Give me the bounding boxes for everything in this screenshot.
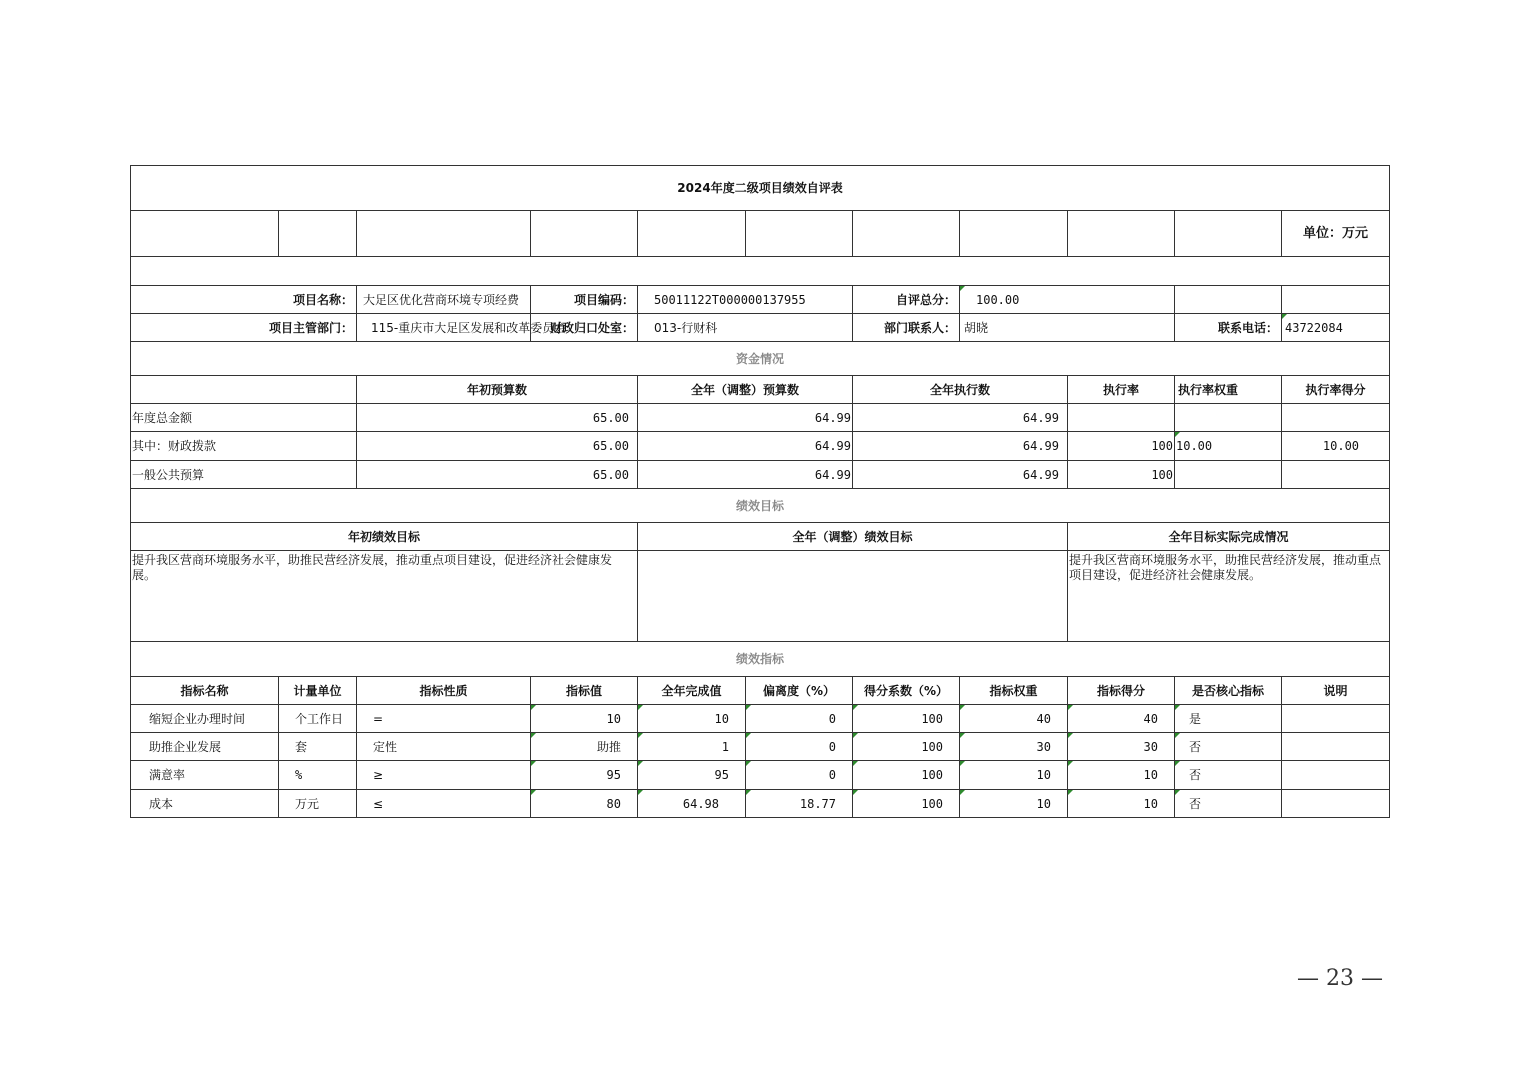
ind-header-name: 指标名称 xyxy=(131,677,279,705)
phone-label: 联系电话： xyxy=(1175,314,1282,342)
unit-label: 单位：万元 xyxy=(1282,211,1390,257)
indicators-section-title: 绩效指标 xyxy=(131,642,1390,677)
ind-header-score: 指标得分 xyxy=(1068,677,1175,705)
project-name-value: 大足区优化营商环境专项经费 xyxy=(357,286,531,314)
goals-header-adjusted: 全年（调整）绩效目标 xyxy=(638,523,1068,551)
ind-header-note: 说明 xyxy=(1282,677,1390,705)
table-title: 2024年度二级项目绩效自评表 xyxy=(131,166,1390,211)
project-code-value: 50011122T000000137955 xyxy=(638,286,853,314)
funds-header-score: 执行率得分 xyxy=(1282,376,1390,404)
department-label: 项目主管部门： xyxy=(131,314,357,342)
goals-initial-text: 提升我区营商环境服务水平，助推民营经济发展，推动重点项目建设，促进经济社会健康发展。 xyxy=(131,551,638,642)
funds-section-title: 资金情况 xyxy=(131,342,1390,376)
project-code-label: 项目编码： xyxy=(531,286,638,314)
goals-header-initial: 年初绩效目标 xyxy=(131,523,638,551)
ind-header-actual: 全年完成值 xyxy=(638,677,746,705)
phone-value: 43722084 xyxy=(1282,314,1390,342)
contact-label: 部门联系人： xyxy=(853,314,960,342)
ind-header-deviation: 偏离度（%） xyxy=(746,677,853,705)
goals-section-title: 绩效目标 xyxy=(131,489,1390,523)
ind-header-coef: 得分系数（%） xyxy=(853,677,960,705)
project-name-label: 项目名称： xyxy=(131,286,357,314)
goals-actual-text: 提升我区营商环境服务水平，助推民营经济发展，推动重点项目建设，促进经济社会健康发展。 xyxy=(1068,551,1390,642)
self-evaluation-table xyxy=(130,165,1390,818)
funds-header-rate: 执行率 xyxy=(1068,376,1175,404)
total-score-value: 100.00 xyxy=(960,286,1175,314)
funds-row-label: 一般公共预算 xyxy=(131,461,357,489)
finance-office-value: 013-行财科 xyxy=(638,314,853,342)
ind-header-nature: 指标性质 xyxy=(357,677,531,705)
funds-header-weight: 执行率权重 xyxy=(1175,376,1282,404)
ind-header-weight: 指标权重 xyxy=(960,677,1068,705)
goals-header-actual: 全年目标实际完成情况 xyxy=(1068,523,1390,551)
contact-value: 胡晓 xyxy=(960,314,1175,342)
funds-row-label: 年度总金额 xyxy=(131,404,357,432)
department-value: 115-重庆市大足区发展和改革委员会 xyxy=(357,314,531,342)
table-row: 成本 万元 ≤ 80 64.98 18.77 100 10 10 否 xyxy=(131,790,1390,818)
funds-row-label: 其中：财政拨款 xyxy=(131,432,357,461)
funds-header-adjusted: 全年（调整）预算数 xyxy=(638,376,853,404)
ind-header-core: 是否核心指标 xyxy=(1175,677,1282,705)
funds-header-initial: 年初预算数 xyxy=(357,376,638,404)
table-row: 满意率 % ≥ 95 95 0 100 10 10 否 xyxy=(131,761,1390,790)
table-row: 其中：财政拨款 65.00 64.99 64.99 100 10.00 10.00 xyxy=(131,432,1390,461)
funds-header-executed: 全年执行数 xyxy=(853,376,1068,404)
ind-header-target: 指标值 xyxy=(531,677,638,705)
finance-office-label: 财政归口处室： xyxy=(531,314,638,342)
goals-adjusted-text xyxy=(638,551,1068,642)
table-row: 一般公共预算 65.00 64.99 64.99 100 xyxy=(131,461,1390,489)
ind-header-unit: 计量单位 xyxy=(279,677,357,705)
total-score-label: 自评总分： xyxy=(853,286,960,314)
table-row: 助推企业发展 套 定性 助推 1 0 100 30 30 否 xyxy=(131,733,1390,761)
page-number: — 23 — xyxy=(1297,966,1383,991)
table-row: 缩短企业办理时间 个工作日 = 10 10 0 100 40 40 是 xyxy=(131,705,1390,733)
table-row: 年度总金额 65.00 64.99 64.99 xyxy=(131,404,1390,432)
